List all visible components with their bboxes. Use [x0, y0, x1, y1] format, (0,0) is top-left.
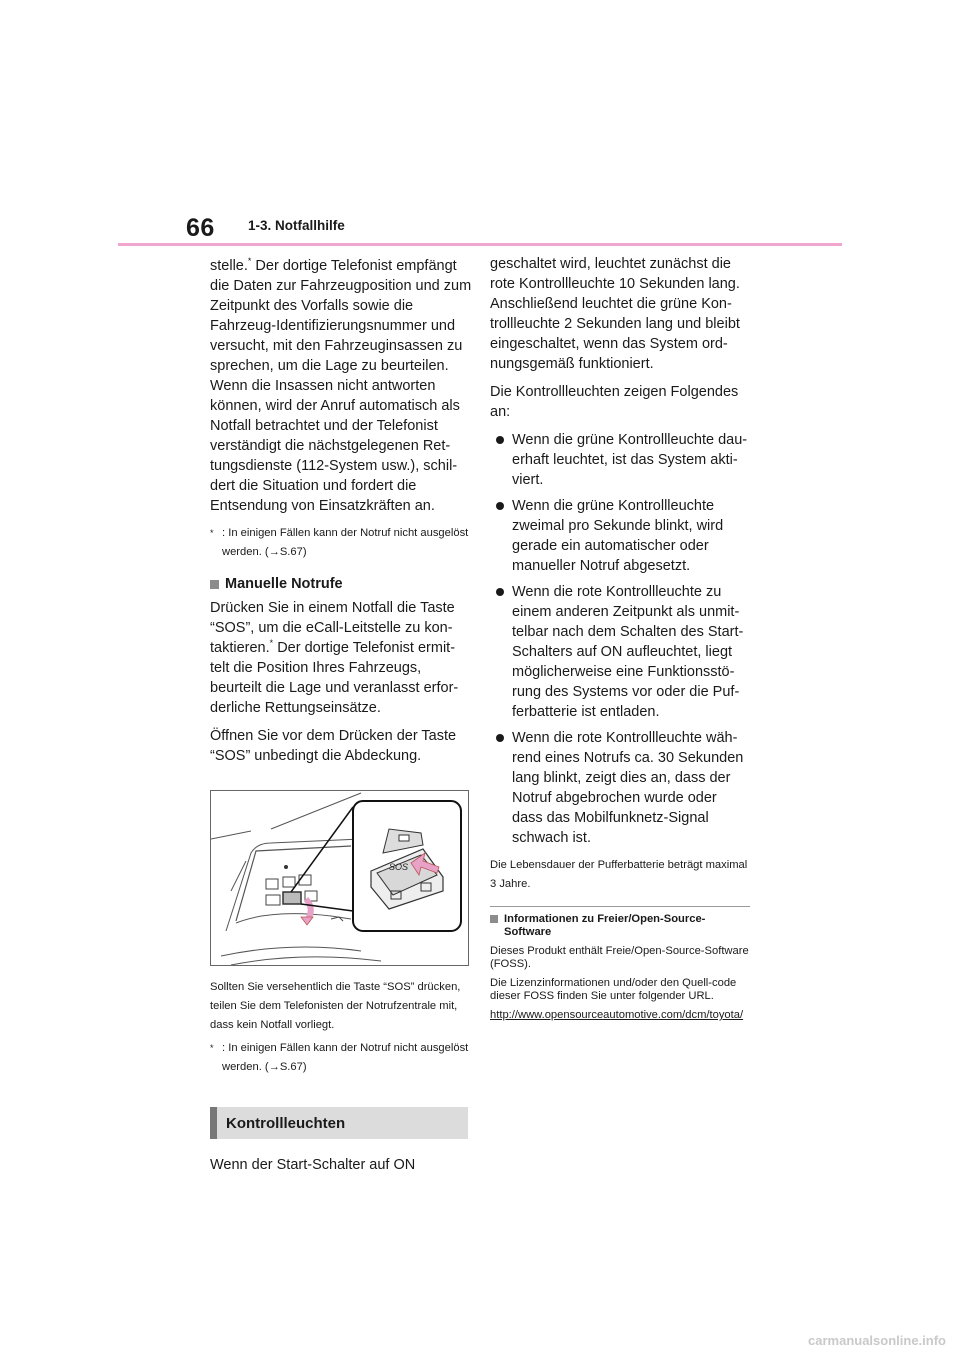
list-item — [490, 728, 750, 848]
bullet-dot-icon — [490, 728, 512, 848]
paragraph-indicator-sequence: geschaltet wird, leuchtet zunächst die rote Kontrollleuchte 10 Sekunden lang. Anschließend leuchtet die grüne Kon-trollleuchte 2 Sekunden lang und bleibt eingeschaltet, wenn das System ord-nungsgemäß funktioniert. — [490, 256, 740, 372]
list-item — [490, 582, 750, 722]
footnote-mark: * — [210, 528, 214, 538]
caption-accidental-press: Sollten Sie versehentlich die Taste “SOS” drücken, teilen Sie dem Telefonisten der Notrufzentrale mit, dass kein Notfall vorliegt. — [210, 981, 461, 1031]
foss-paragraph-2: Die Lizenzinformationen und/oder den Quell-code dieser FOSS finden Sie unter folgender URL. — [490, 977, 737, 1002]
paragraph-open-cover: Öffnen Sie vor dem Drücken der Taste “SOS” unbedingt die Abdeckung. — [210, 728, 457, 764]
list-item-text: Wenn die rote Kontrollleuchte zu einem anderen Zeitpunkt als unmit-telbar nach dem Schalten des Start-Schalters auf ON aufleuchtet, liegt möglicherweise eine Funktionsstö-rung des Systems vor oder die Puf-ferbatterie ist entladen. — [512, 584, 744, 720]
paragraph-intro-start: stelle. — [210, 258, 248, 274]
footnote-text: : In einigen Fällen kann der Notruf nicht ausgelöst werden. (→S.67) — [222, 1042, 469, 1073]
header-rule — [118, 243, 842, 246]
foss-heading-text: Informationen zu Freier/Open-Source-Software — [504, 913, 706, 938]
footnote-ref: * — [247, 256, 252, 267]
footer-watermark: carmanualsonline.info — [808, 1333, 946, 1348]
bullet-dot-icon — [490, 430, 512, 490]
paragraph-intro — [210, 256, 472, 516]
bullet-dot-icon — [490, 496, 512, 576]
paragraph-start-switch: Wenn der Start-Schalter auf ON — [210, 1157, 416, 1173]
section-divider — [490, 906, 750, 907]
paragraph-intro-rest: Der dortige Telefonist empfängt die Daten zur Fahrzeugposition und zum Zeitpunkt des Vorfalls sowie die Fahrzeug-Identifizierungsnummer und versucht, mit den Fahrzeuginsassen zu sprechen, um die Lage zu beurteilen. Wenn die Insassen nicht antworten können, wird der Anruf automatisch als Notfall betrachtet und der Telefonist verständigt die nächstgelegenen Ret-tungsdienste (112-System usw.), schil-dert die Situation und fordert die Entsendung von Einsatzkräften an. — [210, 258, 472, 514]
square-bullet-icon — [210, 580, 219, 589]
list-item — [490, 430, 750, 490]
foss-url-link[interactable]: http://www.opensourceautomotive.com/dcm/toyota/ — [490, 1009, 744, 1021]
bullet-dot-icon — [490, 582, 512, 722]
sos-button-illustration — [210, 790, 469, 966]
paragraph-manual-start: Drücken Sie in einem Notfall die Taste “SOS”, um die eCall-Leitstelle zu kon-taktieren. — [210, 600, 455, 656]
sos-label: SOS — [389, 862, 409, 872]
list-item — [490, 496, 750, 576]
kontrollleuchten-banner — [210, 1107, 468, 1139]
sos-illustration-svg — [211, 791, 468, 965]
page-number: 66 — [186, 214, 215, 242]
paragraph-manual-rest: Der dortige Telefonist ermit-telt die Position Ihres Fahrzeugs, beurteilt die Lage und veranlasst erfor-derliche Rettungseinsätze. — [210, 640, 459, 716]
foss-paragraph-1: Dieses Produkt enthält Freie/Open-Source-Software (FOSS). — [490, 945, 749, 970]
paragraph-manual — [210, 598, 472, 718]
footnote-ref: * — [269, 638, 274, 649]
banner-accent-bar — [210, 1107, 217, 1139]
kontrollleuchten-heading: Kontrollleuchten — [226, 1114, 346, 1132]
list-item-text: Wenn die grüne Kontrollleuchte zweimal pro Sekunde blinkt, wird gerade ein automatischer oder manueller Notruf abgesetzt. — [512, 498, 724, 574]
manual-calls-heading-text: Manuelle Notrufe — [225, 576, 343, 592]
footnote-text: : In einigen Fällen kann der Notruf nicht ausgelöst werden. (→S.67) — [222, 527, 469, 558]
section-title: 1-3. Notfallhilfe — [248, 218, 345, 233]
square-bullet-icon — [490, 915, 498, 923]
manual-calls-heading — [210, 576, 472, 592]
left-column — [210, 256, 472, 1183]
list-item-text: Wenn die rote Kontrollleuchte wäh-rend eines Notrufs ca. 30 Sekunden lang blinkt, zeigt dies an, dass der Notruf abgebrochen wurde oder dass das Mobilfunknetz-Signal schwach ist. — [512, 730, 744, 846]
paragraph-indicator-meaning: Die Kontrollleuchten zeigen Folgendes an: — [490, 384, 739, 420]
right-column — [490, 254, 750, 1022]
footnote-2 — [210, 1039, 472, 1077]
indicator-bullet-list — [490, 430, 750, 848]
footnote-mark: * — [210, 1043, 214, 1053]
footnote-1 — [210, 524, 472, 562]
list-item-text: Wenn die grüne Kontrollleuchte dau-erhaft leuchtet, ist das System akti-viert. — [512, 432, 748, 488]
battery-life-note: Die Lebensdauer der Pufferbatterie beträgt maximal 3 Jahre. — [490, 859, 748, 890]
foss-heading — [490, 913, 750, 939]
